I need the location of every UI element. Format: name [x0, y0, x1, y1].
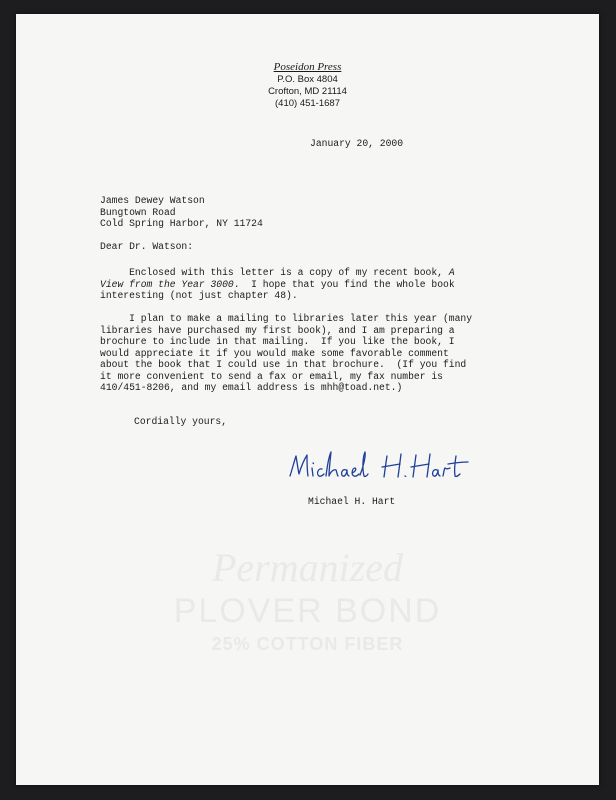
letter-page	[16, 14, 599, 785]
p1-book-title-part1: A	[448, 267, 455, 278]
paragraph-2	[100, 313, 530, 394]
watermark-line3: 25% COTTON FIBER	[211, 634, 404, 654]
recipient-street: Bungtown Road	[100, 206, 176, 218]
watermark-line2: PLOVER BOND	[173, 592, 442, 630]
letter-date: January 20, 2000	[310, 138, 404, 149]
handwritten-signature	[284, 442, 484, 492]
p2-line: would appreciate it if you would make some favorable comment	[100, 347, 449, 359]
letterhead	[16, 61, 599, 110]
p1-line1-text: Enclosed with this letter is a copy of my recent book,	[100, 267, 449, 278]
p2-line: libraries have purchased my first book), and I am preparing a	[100, 324, 455, 336]
recipient-city: Cold Spring Harbor, NY 11724	[100, 218, 263, 229]
p2-line: it more convenient to send a fax or email, my fax number is	[100, 370, 443, 382]
salutation: Dear Dr. Watson:	[100, 241, 194, 252]
p2-line: I plan to make a mailing to libraries later this year (many	[100, 313, 473, 324]
p1-line2-text: . I hope that you find the whole book	[233, 278, 455, 290]
p2-line: brochure to include in that mailing. If you like the book, I	[100, 336, 455, 347]
recipient-name: James Dewey Watson	[100, 195, 205, 206]
letterhead-po-box: P.O. Box 4804	[277, 74, 338, 85]
signer-name: Michael H. Hart	[308, 496, 396, 507]
p2-line: 410/451-8206, and my email address is mhh@toad.net.)	[100, 382, 403, 393]
watermark-line1: Permanized	[211, 545, 404, 590]
paragraph-1	[100, 267, 530, 302]
letterhead-city: Crofton, MD 21114	[268, 86, 347, 97]
p2-line: about the book that I could use in that brochure. (If you find	[100, 359, 467, 370]
closing: Cordially yours,	[134, 416, 228, 427]
p1-line3-text: interesting (not just chapter 48).	[100, 290, 298, 301]
letterhead-company-name: Poseidon Press	[273, 61, 342, 73]
recipient-address	[100, 195, 263, 230]
letterhead-phone: (410) 451-1687	[275, 98, 340, 109]
p1-book-title-part2: View from the Year 3000	[100, 278, 234, 290]
